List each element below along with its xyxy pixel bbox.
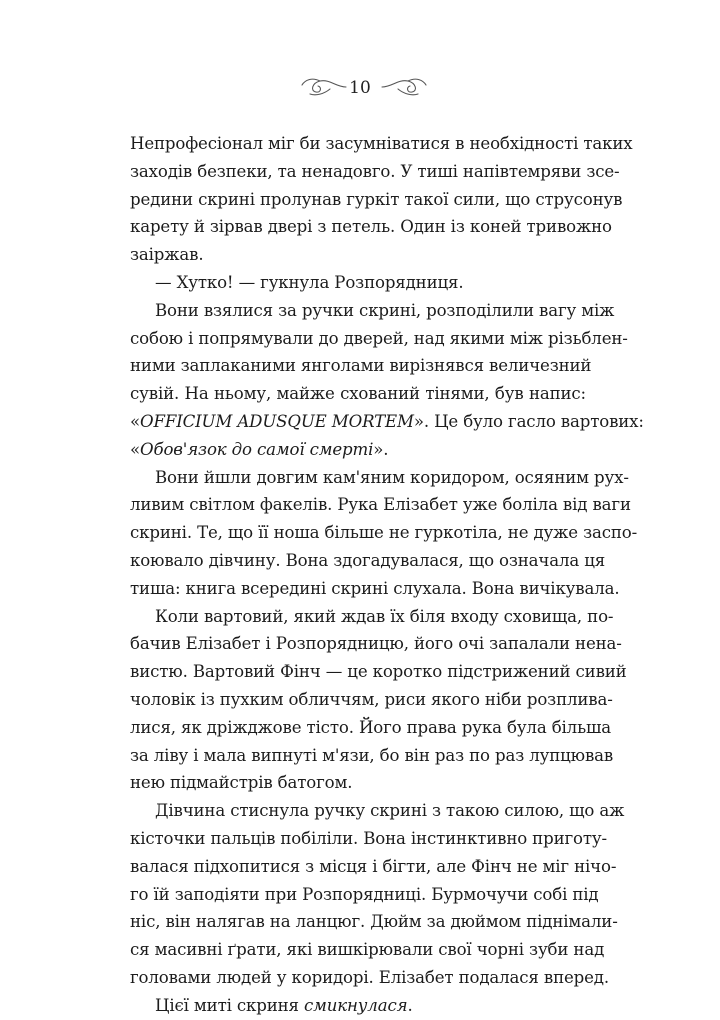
- text-line: Дівчина стиснула ручку скрині з такою силою, що аж: [155, 801, 625, 821]
- text-line: карету й зірвав двері з петель. Один із коней тривожно: [130, 217, 612, 237]
- text-line: ними заплаканими янголами вирізнявся величезний: [130, 356, 592, 376]
- text-line: редини скрині пролунав гуркіт такої сили, що струсонув: [130, 189, 623, 209]
- text-line: сувій. На ньому, майже схований тінями, був напис:: [130, 384, 586, 404]
- text-line: Цієї миті скриня смикнулася.: [155, 995, 413, 1015]
- text-line: валася підхопитися з місця і бігти, але Фінч не міг нічо-: [130, 856, 617, 876]
- text-line: Вони взялися за ручки скрині, розподілили вагу між: [155, 300, 615, 320]
- text-line: Непрофесіонал міг би засумніватися в необхідності таких: [130, 134, 633, 153]
- text-line: заходів безпеки, та ненадовго. У тиші напівтемряви зсе-: [130, 161, 620, 181]
- text-line: нею підмайстрів батогом.: [130, 773, 353, 793]
- text-line: ливим світлом факелів. Рука Елізабет уже боліла від ваги: [130, 495, 631, 515]
- text-line: Вони йшли довгим кам'яним коридором, осяяним рух-: [155, 467, 629, 487]
- text-line: ніс, він налягав на ланцюг. Дюйм за дюймом піднімали-: [130, 912, 618, 932]
- text-line: заіржав.: [130, 245, 204, 265]
- text-line: головами людей у коридорі. Елізабет подалася вперед.: [130, 967, 609, 987]
- text-line: бачив Елізабет і Розпорядницю, його очі запалали нена-: [130, 634, 622, 654]
- text-line: чоловік із пухким обличчям, риси якого ніби розплива-: [130, 689, 613, 709]
- text-line: тиша: книга всередині скрині слухала. Вона вичікувала.: [130, 578, 620, 598]
- page-header: [0, 70, 720, 110]
- text-line: кісточки пальців побіліли. Вона інстинктивно приготу-: [130, 828, 607, 848]
- text-line: скрині. Те, що її ноша більше не гуркотіла, не дуже заспо-: [130, 523, 638, 543]
- text-line: го їй заподіяти при Розпорядниці. Бурмочучи собі під: [130, 884, 599, 904]
- body-text: [130, 130, 644, 1020]
- text-line: собою і попрямували до дверей, над якими між різьблен-: [130, 328, 628, 348]
- page-number: 10: [349, 78, 371, 98]
- right-flourish-icon: [380, 74, 428, 100]
- text-line: коювало дівчину. Вона здогадувалася, що означала ця: [130, 550, 606, 570]
- text-line: лися, як дріжджове тісто. Його права рука була більша: [130, 717, 611, 737]
- text-line: за ліву і мала випнуті м'язи, бо він раз по раз лупцював: [130, 745, 614, 765]
- text-line: «Обов'язок до самої смерті».: [130, 439, 389, 459]
- text-line: ся масивні ґрати, які вишкірювали свої чорні зуби над: [130, 940, 605, 960]
- text-line: Коли вартовий, який ждав їх біля входу сховища, по-: [155, 606, 614, 626]
- text-line: — Хутко! — гукнула Розпорядниця.: [155, 272, 464, 292]
- text-line: «OFFICIUM ADUSQUE MORTEM». Це було гасло вартових:: [130, 411, 644, 431]
- text-line: вистю. Вартовий Фінч — це коротко підстрижений сивий: [130, 662, 627, 682]
